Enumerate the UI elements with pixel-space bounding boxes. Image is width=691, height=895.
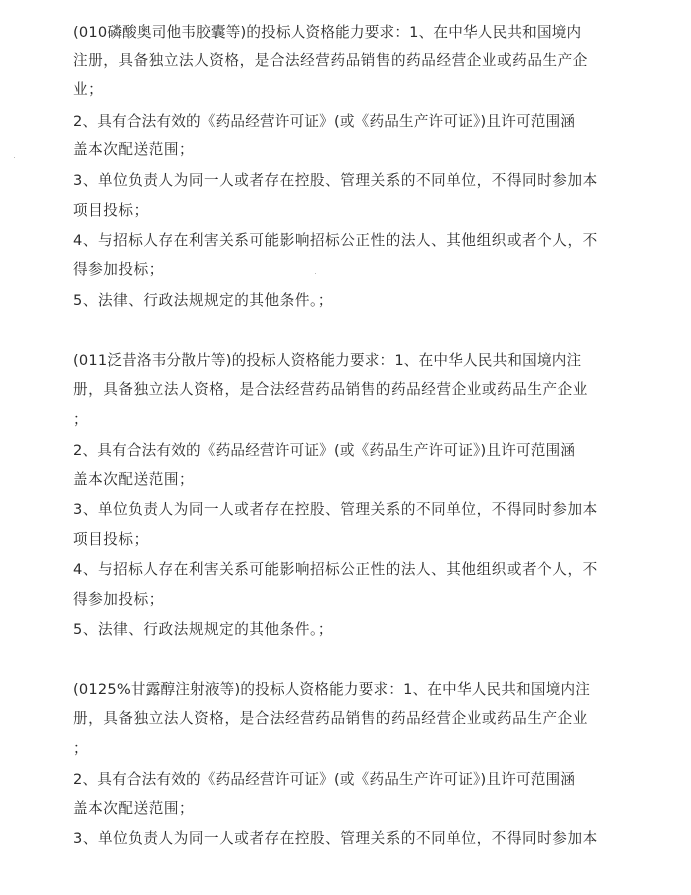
paragraph-line: 3、单位负责人为同一人或者存在控股、管理关系的不同单位，不得同时参加本 <box>73 501 598 518</box>
paragraph-line: 2、具有合法有效的《药品经营许可证》(或《药品生产许可证》)且许可范围涵 <box>73 113 576 130</box>
paragraph-line: 4、与招标人存在利害关系可能影响招标公正性的法人、其他组织或者个人，不 <box>73 232 598 249</box>
paragraph-line: 5、法律、行政法规规定的其他条件。； <box>73 292 333 309</box>
paragraph-line: 4、与招标人存在利害关系可能影响招标公正性的法人、其他组织或者个人，不 <box>73 561 598 578</box>
paragraph-line: ； <box>73 411 89 428</box>
scan-speck <box>315 273 316 274</box>
paragraph-line: 5、法律、行政法规规定的其他条件。； <box>73 621 333 638</box>
paragraph-line: 2、具有合法有效的《药品经营许可证》(或《药品生产许可证》)且许可范围涵 <box>73 771 576 788</box>
paragraph-line: (011泛昔洛韦分散片等)的投标人资格能力要求：1、在中华人民共和国境内注 <box>73 352 582 369</box>
paragraph-line: 得参加投标； <box>73 261 164 278</box>
paragraph-line: (010磷酸奥司他韦胶囊等)的投标人资格能力要求：1、在中华人民共和国境内 <box>73 24 582 41</box>
paragraph-line: 册，具备独立法人资格，是合法经营药品销售的药品经营企业或药品生产企业 <box>73 381 588 398</box>
paragraph-line: 册，具备独立法人资格，是合法经营药品销售的药品经营企业或药品生产企业 <box>73 710 588 727</box>
paragraph-line: 项目投标； <box>73 202 149 219</box>
paragraph-line: 盖本次配送范围； <box>73 471 195 488</box>
paragraph-line: ； <box>73 740 89 757</box>
paragraph-line: (0125%甘露醇注射液等)的投标人资格能力要求：1、在中华人民共和国境内注 <box>73 681 591 698</box>
scan-speck <box>14 157 15 158</box>
paragraph-line: 3、单位负责人为同一人或者存在控股、管理关系的不同单位，不得同时参加本 <box>73 830 598 847</box>
paragraph-line: 2、具有合法有效的《药品经营许可证》(或《药品生产许可证》)且许可范围涵 <box>73 442 576 459</box>
paragraph-line: 注册，具备独立法人资格，是合法经营药品销售的药品经营企业或药品生产企 <box>73 52 588 69</box>
paragraph-line: 项目投标； <box>73 531 149 548</box>
paragraph-line: 3、单位负责人为同一人或者存在控股、管理关系的不同单位，不得同时参加本 <box>73 172 598 189</box>
paragraph-line: 得参加投标； <box>73 591 164 608</box>
paragraph-line: 业； <box>73 81 104 98</box>
paragraph-line: 盖本次配送范围； <box>73 800 195 817</box>
paragraph-line: 盖本次配送范围； <box>73 141 195 158</box>
